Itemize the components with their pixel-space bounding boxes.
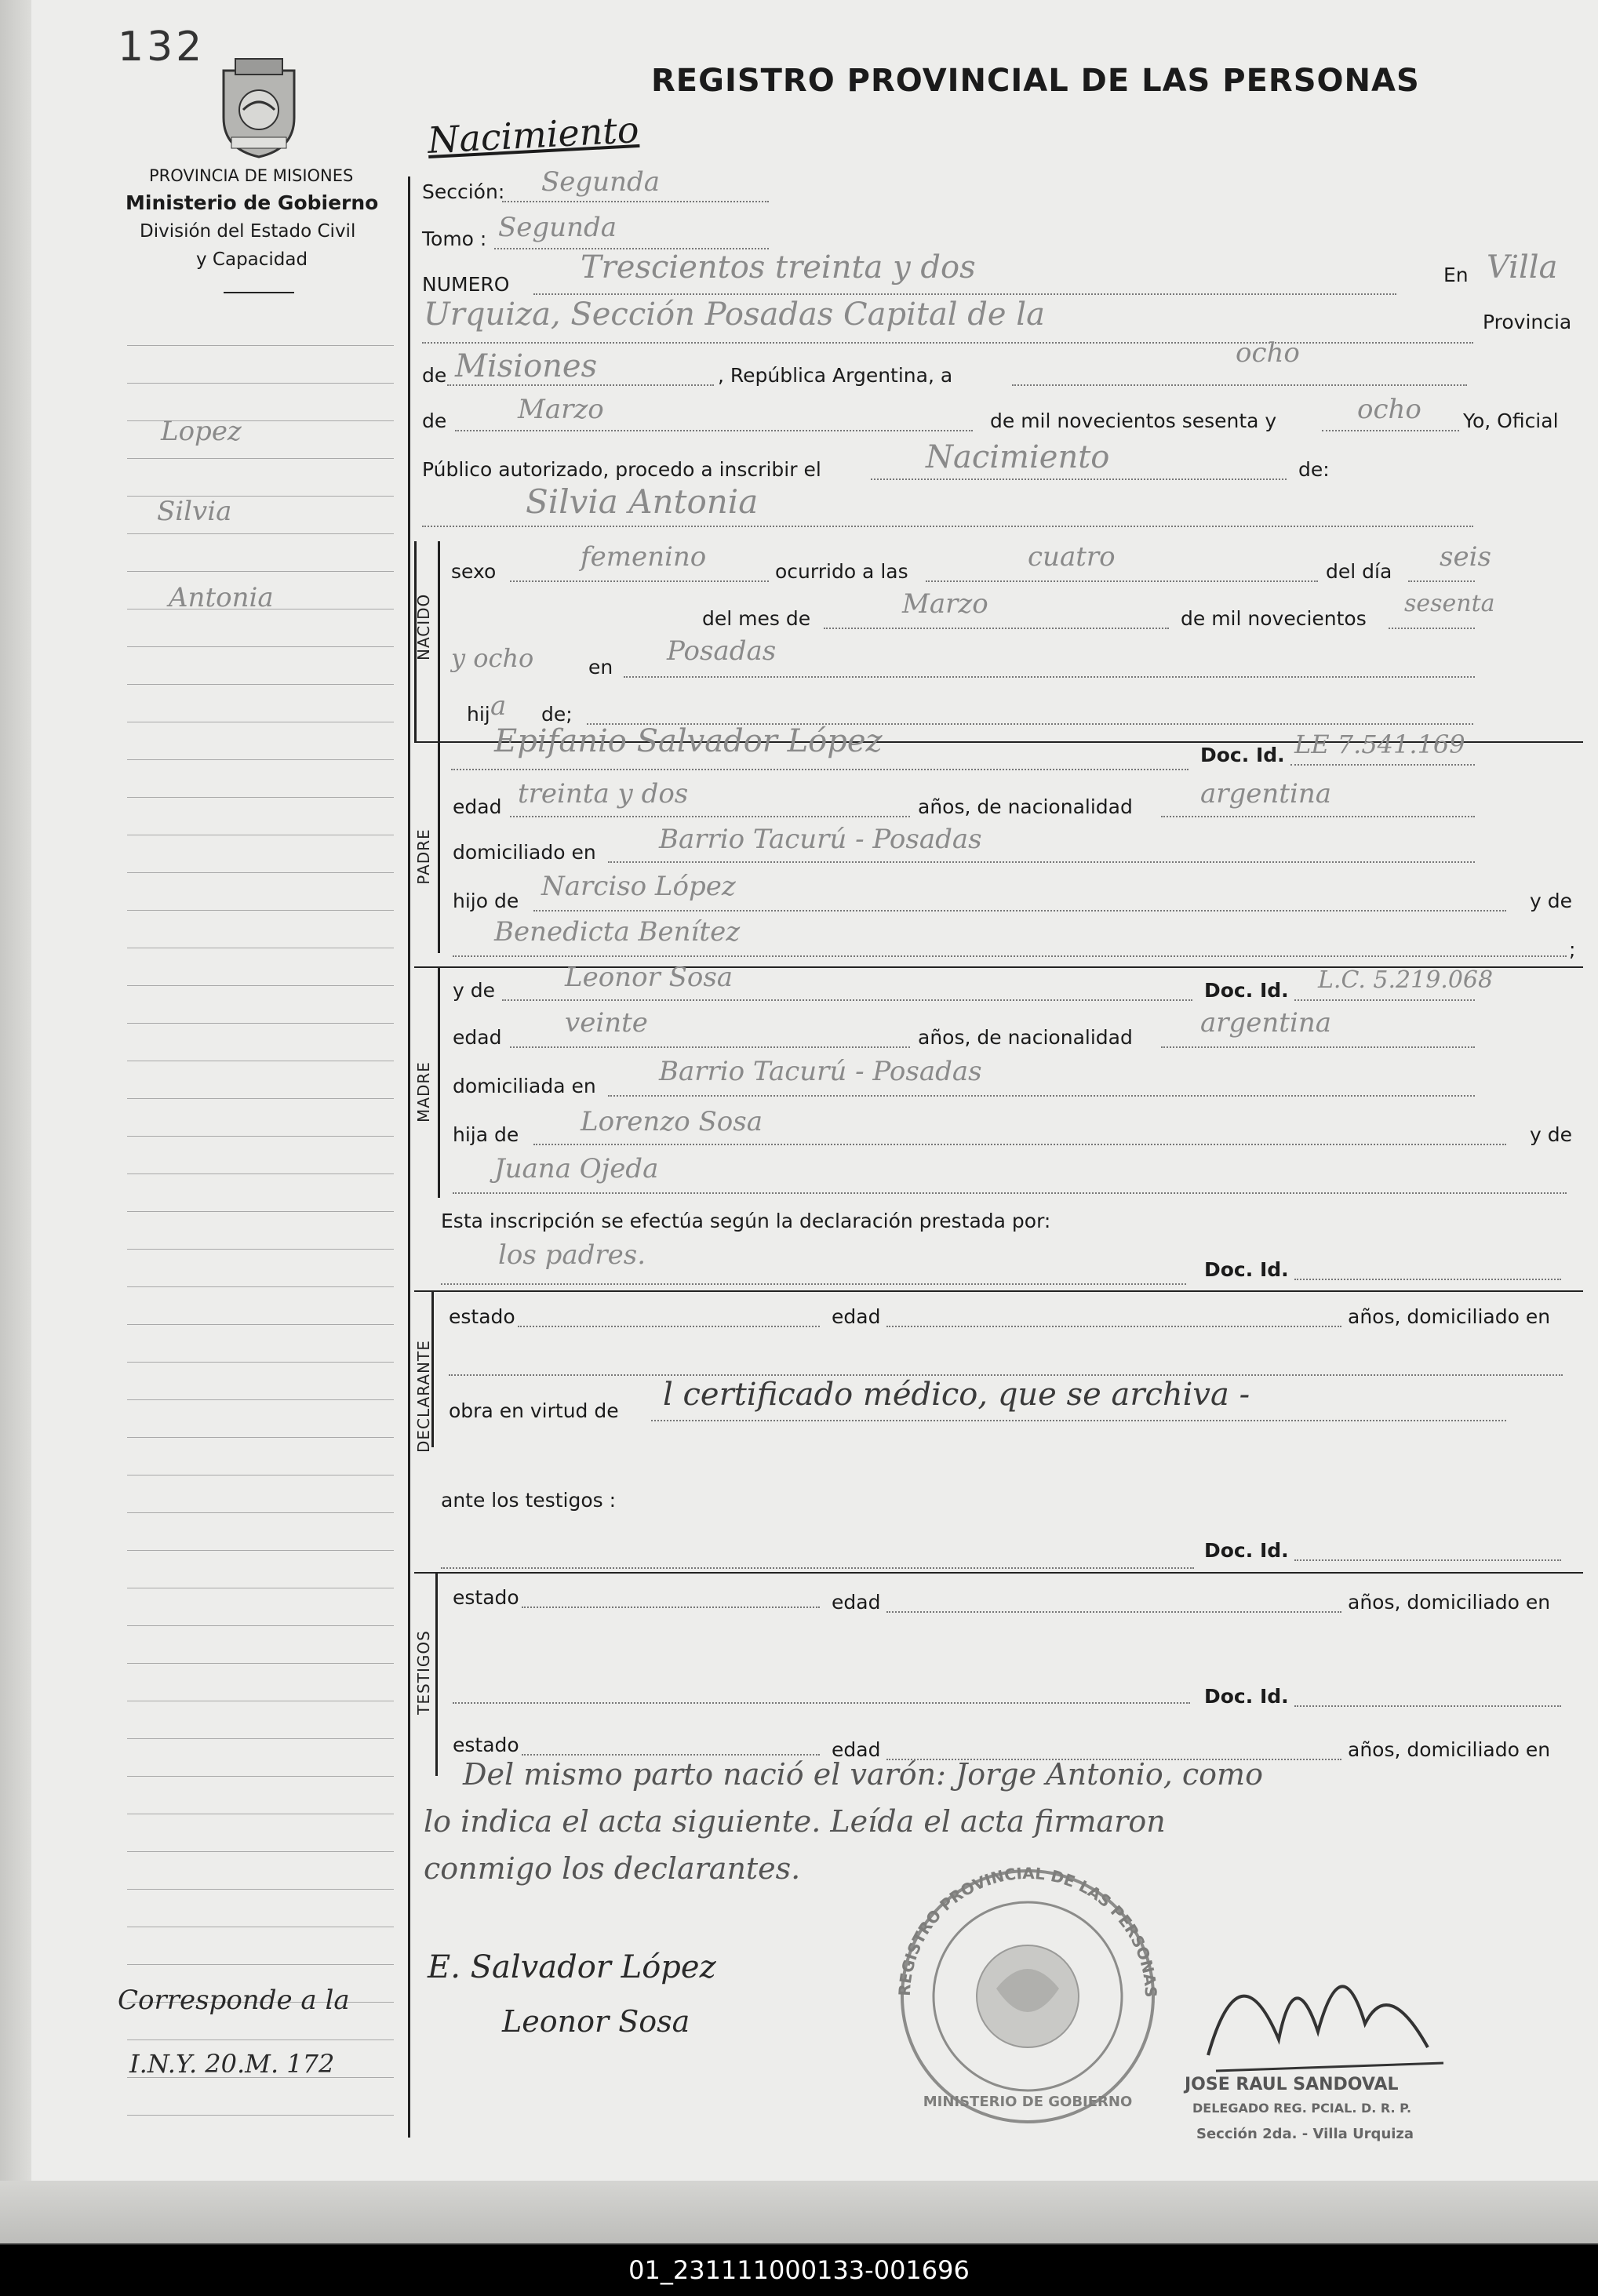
madre-y-de-label: y de xyxy=(453,979,495,1002)
madre-dom-value: Barrio Tacurú - Posadas xyxy=(659,1056,982,1087)
madre-doc-value: L.C. 5.219.068 xyxy=(1318,966,1494,994)
division-line-2: y Capacidad xyxy=(196,249,308,270)
acto-value: Nacimiento xyxy=(926,439,1110,475)
section-padre: PADRE xyxy=(414,828,433,885)
madre-edad-label: edad xyxy=(453,1026,502,1049)
sesenta-label: de mil novecientos sesenta y xyxy=(990,409,1277,432)
image-caption: 01_231111000133-001696 xyxy=(0,2245,1598,2296)
dia-a-value: ocho xyxy=(1236,337,1300,369)
padre-nombre-line xyxy=(451,769,1188,770)
registry-title: REGISTRO PROVINCIAL DE LAS PERSONAS xyxy=(651,63,1420,99)
madre-padre-value: Lorenzo Sosa xyxy=(581,1106,763,1137)
de-semi-label: de; xyxy=(541,703,573,726)
padre-dom-line xyxy=(608,861,1475,863)
provincia-line xyxy=(447,384,714,386)
obra-line xyxy=(651,1420,1506,1421)
official-seal-icon xyxy=(879,1847,1177,2130)
republica-label: , República Argentina, a xyxy=(718,364,953,387)
nota-line-3: conmigo los declarantes. xyxy=(424,1851,801,1886)
testigo2-anos-label: años, domiciliado en xyxy=(1348,1738,1551,1761)
padre-edad-line xyxy=(510,816,910,817)
nota-line-2: lo indica el acta siguiente. Leída el acta firmaron xyxy=(424,1804,1166,1839)
madre-dom-label: domiciliada en xyxy=(453,1075,596,1097)
sexo-value: femenino xyxy=(581,541,707,573)
padre-nac-label: años, de nacionalidad xyxy=(918,795,1133,818)
margin-name-1: Silvia xyxy=(157,496,232,527)
tomo-label: Tomo : xyxy=(422,227,487,250)
column-divider xyxy=(408,176,410,2138)
hij-suffix-value: a xyxy=(490,690,507,722)
testigo2-estado-label: estado xyxy=(453,1734,519,1756)
margin-note-line-2: I.N.Y. 20.M. 172 xyxy=(129,2049,335,2079)
padre-nac-line xyxy=(1161,816,1475,817)
nombre-value: Silvia Antonia xyxy=(526,482,759,521)
declarante-anos-label: años, domiciliado en xyxy=(1348,1305,1551,1328)
en-value: Villa xyxy=(1487,249,1558,286)
firma-1: E. Salvador López xyxy=(428,1949,716,1985)
official-signature-icon xyxy=(1192,1914,1459,2087)
madre-doc-label: Doc. Id. xyxy=(1204,979,1289,1002)
madre-doc-line xyxy=(1294,999,1475,1001)
sexo-line xyxy=(510,580,769,582)
seccion-label: Sección: xyxy=(422,180,505,203)
padre-madre-line xyxy=(453,955,1567,957)
numero-value: Trescientos treinta y dos xyxy=(581,249,976,286)
testigo1-anos-label: años, domiciliado en xyxy=(1348,1591,1551,1614)
obra-label: obra en virtud de xyxy=(449,1399,619,1422)
lugar-nac-line xyxy=(624,676,1475,678)
testigo1-edad-line xyxy=(886,1611,1341,1613)
yo-oficial-label: Yo, Oficial xyxy=(1463,409,1559,432)
dia-value: seis xyxy=(1440,541,1491,573)
nombre-line xyxy=(422,526,1473,527)
madre-edad-value: veinte xyxy=(565,1007,648,1039)
ocurrido-label: ocurrido a las xyxy=(775,560,908,583)
hora-line xyxy=(926,580,1318,582)
padre-doc-line xyxy=(1290,764,1475,766)
page-bottom-edge xyxy=(0,2181,1598,2243)
section-madre: MADRE xyxy=(414,1061,433,1123)
mes-nac-value: Marzo xyxy=(902,588,988,620)
madre-hija-line xyxy=(533,1144,1506,1145)
sexo-label: sexo xyxy=(451,560,497,583)
testigos-inner-rule xyxy=(435,1572,438,1776)
header-divider xyxy=(224,292,294,293)
testigo2-line xyxy=(453,1702,1190,1704)
testigo2-doc-line xyxy=(1294,1705,1561,1707)
del-mes-label: del mes de xyxy=(702,607,811,630)
section-nacido: NACIDO xyxy=(414,593,433,660)
hij-label: hij xyxy=(467,703,490,726)
de-label-2: de xyxy=(422,409,447,432)
de-label-1: de xyxy=(422,364,447,387)
division-line-1: División del Estado Civil xyxy=(140,221,356,242)
province-name: PROVINCIA DE MISIONES xyxy=(149,166,354,185)
testigo2-edad-label: edad xyxy=(832,1738,881,1761)
testigo1-estado-line xyxy=(522,1606,820,1608)
margin-name-2: Antonia xyxy=(169,582,274,613)
madre-nac-line xyxy=(1161,1046,1475,1048)
padre-inner-rule xyxy=(438,741,440,953)
official-section: Sección 2da. - Villa Urquiza xyxy=(1196,2126,1414,2142)
inscripcion-label: Esta inscripción se efectúa según la declaración prestada por: xyxy=(441,1210,1051,1232)
firma-2: Leonor Sosa xyxy=(502,2004,690,2039)
madre-nac-label: años, de nacionalidad xyxy=(918,1026,1133,1049)
lugar-value: Urquiza, Sección Posadas Capital de la xyxy=(424,297,1045,333)
declarante-edad-label: edad xyxy=(832,1305,881,1328)
padre-semicolon: ; xyxy=(1569,938,1576,961)
madre-y-de-label-2: y de xyxy=(1530,1123,1572,1146)
declarante-line xyxy=(441,1283,1186,1285)
seccion-line xyxy=(502,201,769,202)
seal-outer-text: REGISTRO PROVINCIAL DE LAS PERSONAS xyxy=(894,1863,1161,1998)
padre-nombre-value: Epifanio Salvador López xyxy=(494,723,883,759)
madre-dom-line xyxy=(608,1095,1475,1097)
dia-a-line xyxy=(1012,384,1467,386)
declarante-edad-line xyxy=(886,1326,1341,1327)
lugar-line xyxy=(422,342,1473,344)
nota-line-1: Del mismo parto nació el varón: Jorge Antonio, como xyxy=(463,1757,1263,1792)
padre-dom-label: domiciliado en xyxy=(453,841,596,864)
anio-nac-2-value: y ocho xyxy=(451,643,534,673)
en-label-2: en xyxy=(588,656,613,679)
provincia-label: Provincia xyxy=(1483,311,1572,333)
publico-label: Público autorizado, procedo a inscribir el xyxy=(422,458,821,481)
testigo1-doc-line xyxy=(1294,1559,1561,1561)
tomo-value: Segunda xyxy=(498,212,617,243)
numero-label: NUMERO xyxy=(422,273,510,296)
ministry-name: Ministerio de Gobierno xyxy=(126,191,379,214)
testigo1-estado-label: estado xyxy=(453,1586,519,1609)
madre-madre-line xyxy=(453,1192,1567,1194)
official-title: DELEGADO REG. PCIAL. D. R. P. xyxy=(1192,2101,1412,2116)
acto-line xyxy=(871,478,1287,480)
lugar-nac-value: Posadas xyxy=(667,635,777,667)
dia-line xyxy=(1408,580,1475,582)
seccion-value: Segunda xyxy=(541,166,661,198)
numero-line xyxy=(533,293,1396,295)
declarante-top-rule xyxy=(414,1290,1583,1292)
anio-value: ocho xyxy=(1357,394,1421,425)
de-colon-label: de: xyxy=(1298,458,1330,481)
madre-hija-label: hija de xyxy=(453,1123,519,1146)
mil-nov-label: de mil novecientos xyxy=(1181,607,1367,630)
madre-edad-line xyxy=(510,1046,910,1048)
ante-label: ante los testigos : xyxy=(441,1489,617,1512)
mes-value: Marzo xyxy=(518,394,604,425)
padre-padre-value: Narciso López xyxy=(541,871,736,902)
anio-nac-1-value: sesenta xyxy=(1404,590,1495,617)
padre-doc-value: LE 7.541.169 xyxy=(1294,730,1465,759)
obra-value: l certificado médico, que se archiva - xyxy=(663,1377,1250,1413)
provincia-value: Misiones xyxy=(455,348,598,384)
document-page xyxy=(31,0,1598,2243)
madre-nombre-line xyxy=(502,999,1192,1001)
padre-hijo-label: hijo de xyxy=(453,890,519,912)
anio-nac-line xyxy=(1389,628,1475,629)
testigo1-doc-label: Doc. Id. xyxy=(1204,1539,1289,1562)
testigo1-line xyxy=(441,1567,1194,1569)
testigo2-estado-line xyxy=(522,1754,820,1756)
declarante-estado-label: estado xyxy=(449,1305,515,1328)
padre-hijo-line xyxy=(533,910,1506,911)
madre-nombre-value: Leonor Sosa xyxy=(565,962,733,993)
madre-nac-value: argentina xyxy=(1200,1007,1332,1039)
testigo1-edad-label: edad xyxy=(832,1591,881,1614)
mes-nac-line xyxy=(824,628,1169,629)
hora-value: cuatro xyxy=(1028,541,1116,573)
declarante-dom-line xyxy=(449,1374,1563,1376)
declarante-value: los padres. xyxy=(498,1239,646,1271)
padre-edad-label: edad xyxy=(453,795,502,818)
madre-madre-value: Juana Ojeda xyxy=(494,1153,659,1184)
section-testigos: TESTIGOS xyxy=(414,1630,433,1715)
padre-madre-value: Benedicta Benítez xyxy=(494,916,741,948)
padre-y-de-label: y de xyxy=(1530,890,1572,912)
testigos-top-rule xyxy=(414,1572,1583,1574)
margin-surname: Lopez xyxy=(161,416,242,447)
declarante-doc-label: Doc. Id. xyxy=(1204,1258,1289,1281)
padre-nac-value: argentina xyxy=(1200,778,1332,810)
padre-dom-value: Barrio Tacurú - Posadas xyxy=(659,824,982,855)
declarante-estado-line xyxy=(518,1326,820,1327)
nacido-inner-rule xyxy=(438,541,440,741)
madre-inner-rule xyxy=(438,966,440,1198)
margin-note-line-1: Corresponde a la xyxy=(118,1985,350,2016)
anio-line xyxy=(1322,430,1459,431)
mes-line xyxy=(455,430,973,431)
en-label: En xyxy=(1443,264,1469,286)
declarante-doc-line xyxy=(1294,1279,1561,1280)
section-declarante: DECLARANTE xyxy=(414,1340,433,1453)
official-name: JOSE RAUL SANDOVAL xyxy=(1185,2075,1399,2094)
del-dia-label: del día xyxy=(1326,560,1392,583)
testigo2-doc-label: Doc. Id. xyxy=(1204,1685,1289,1708)
padre-edad-value: treinta y dos xyxy=(518,778,689,810)
page-number: 132 xyxy=(118,24,206,71)
coat-of-arms-icon xyxy=(212,55,306,161)
seal-inner-text: MINISTERIO DE GOBIERNO xyxy=(923,2094,1133,2110)
stamp-mark: Nacimiento xyxy=(426,107,640,162)
padre-doc-label: Doc. Id. xyxy=(1200,744,1285,766)
